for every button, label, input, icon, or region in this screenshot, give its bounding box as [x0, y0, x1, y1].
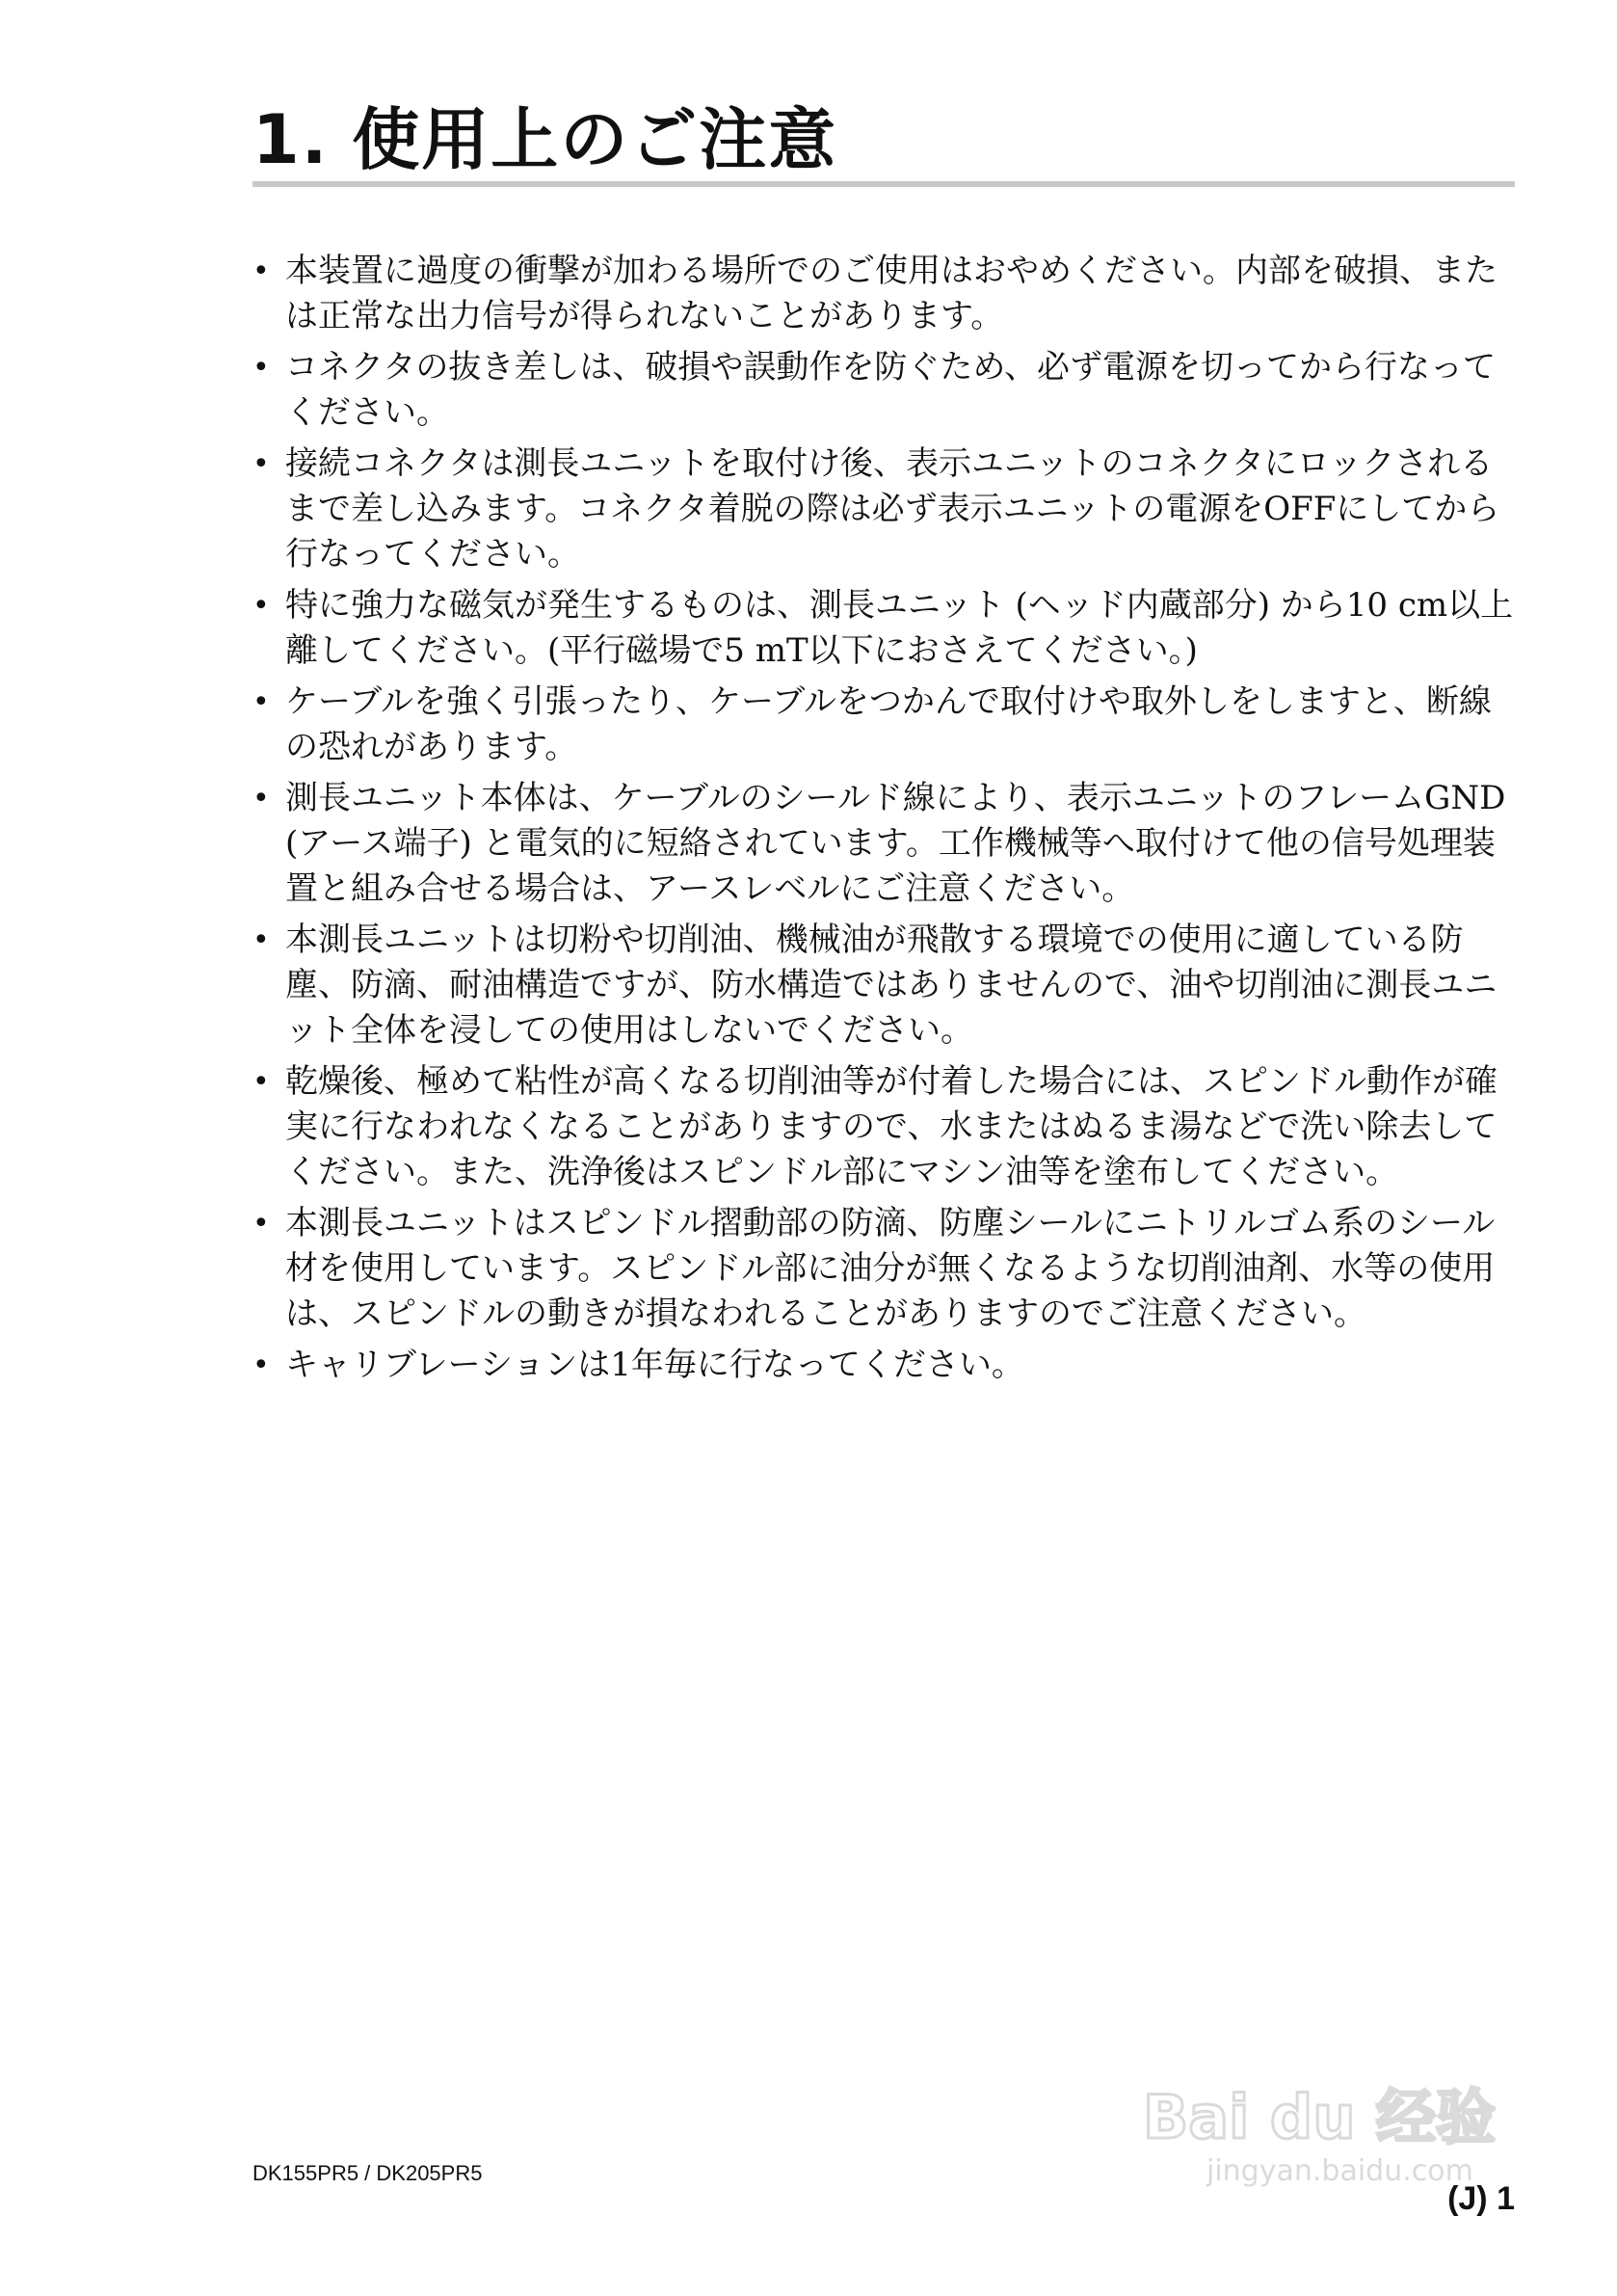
caution-text: キャリブレーションは1年毎に行なってください。	[285, 1346, 1024, 1384]
bullet-icon: •	[252, 1207, 270, 1241]
title-underline	[252, 181, 1515, 187]
watermark-logo-icon	[1139, 2063, 1524, 2188]
model-number: DK155PR5 / DK205PR5	[252, 2161, 483, 2185]
caution-text: 本測長ユニットは切粉や切削油、機械油が飛散する環境での使用に適している防塵、防滴、耐油構造ですが、防水構造ではありませんので、油や切削油に測長ユニット全体を浸しての使用はしないでください。	[285, 921, 1498, 1050]
caution-text: 接続コネクタは測長ユニットを取付け後、表示ユニットのコネクタにロックされるまで差し込みます。コネクタ着脱の際は必ず表示ユニットの電源をOFFにしてから行なってください。	[285, 444, 1500, 574]
page-title	[252, 96, 837, 183]
caution-item	[252, 345, 1515, 436]
watermark-brand: Bai du 经验	[1143, 2082, 1497, 2152]
watermark-url: jingyan.baidu.com	[1206, 2154, 1473, 2188]
bullet-icon: •	[252, 351, 270, 385]
caution-item	[252, 680, 1515, 770]
caution-item	[252, 776, 1515, 912]
caution-text: 特に強力な磁気が発生するものは、測長ユニット (ヘッド内蔵部分) から10 cm以上離してください。(平行磁場で5 mT以下におさえてください。)	[285, 586, 1514, 670]
caution-item	[252, 441, 1515, 577]
bullet-icon: •	[252, 1348, 270, 1382]
caution-text: ケーブルを強く引張ったり、ケーブルをつかんで取付けや取外しをしますと、断線の恐れがあります。	[285, 682, 1492, 766]
bullet-icon: •	[252, 685, 270, 719]
bullet-icon: •	[252, 1065, 270, 1099]
caution-item	[252, 1059, 1515, 1195]
section-number: 1.	[252, 100, 330, 179]
caution-item	[252, 1201, 1515, 1337]
bullet-icon: •	[252, 447, 270, 481]
caution-text: 本測長ユニットはスピンドル摺動部の防滴、防塵シールにニトリルゴム系のシール材を使用しています。スピンドル部に油分が無くなるような切削油剤、水等の使用は、スピンドルの動きが損なわれることがありますのでご注意ください。	[285, 1204, 1496, 1333]
baidu-watermark	[1139, 2063, 1524, 2188]
caution-text: 本装置に過度の衝撃が加わる場所でのご使用はおやめください。内部を破損、または正常な出力信号が得られないことがあります。	[285, 252, 1498, 335]
caution-item	[252, 1343, 1515, 1388]
caution-text: 測長ユニット本体は、ケーブルのシールド線により、表示ユニットのフレームGND (アース端子) と電気的に短絡されています。工作機械等へ取付けて他の信号処理装置と組み合せる場合は、アースレベルにご注意ください。	[285, 779, 1506, 908]
caution-item	[252, 583, 1515, 674]
bullet-icon: •	[252, 782, 270, 815]
caution-text: コネクタの抜き差しは、破損や誤動作を防ぐため、必ず電源を切ってから行なってください。	[285, 348, 1496, 432]
bullet-icon: •	[252, 254, 270, 288]
caution-text: 乾燥後、極めて粘性が高くなる切削油等が付着した場合には、スピンドル動作が確実に行なわれなくなることがありますので、水またはぬるま湯などで洗い除去してください。また、洗浄後はスピンドル部にマシン油等を塗布してください。	[285, 1062, 1498, 1191]
caution-item	[252, 918, 1515, 1054]
caution-item	[252, 249, 1515, 339]
section-title: 使用上のご注意	[352, 100, 838, 179]
caution-list	[252, 249, 1515, 1394]
bullet-icon: •	[252, 923, 270, 957]
page-number: (J) 1	[1447, 2180, 1515, 2217]
bullet-icon: •	[252, 589, 270, 623]
